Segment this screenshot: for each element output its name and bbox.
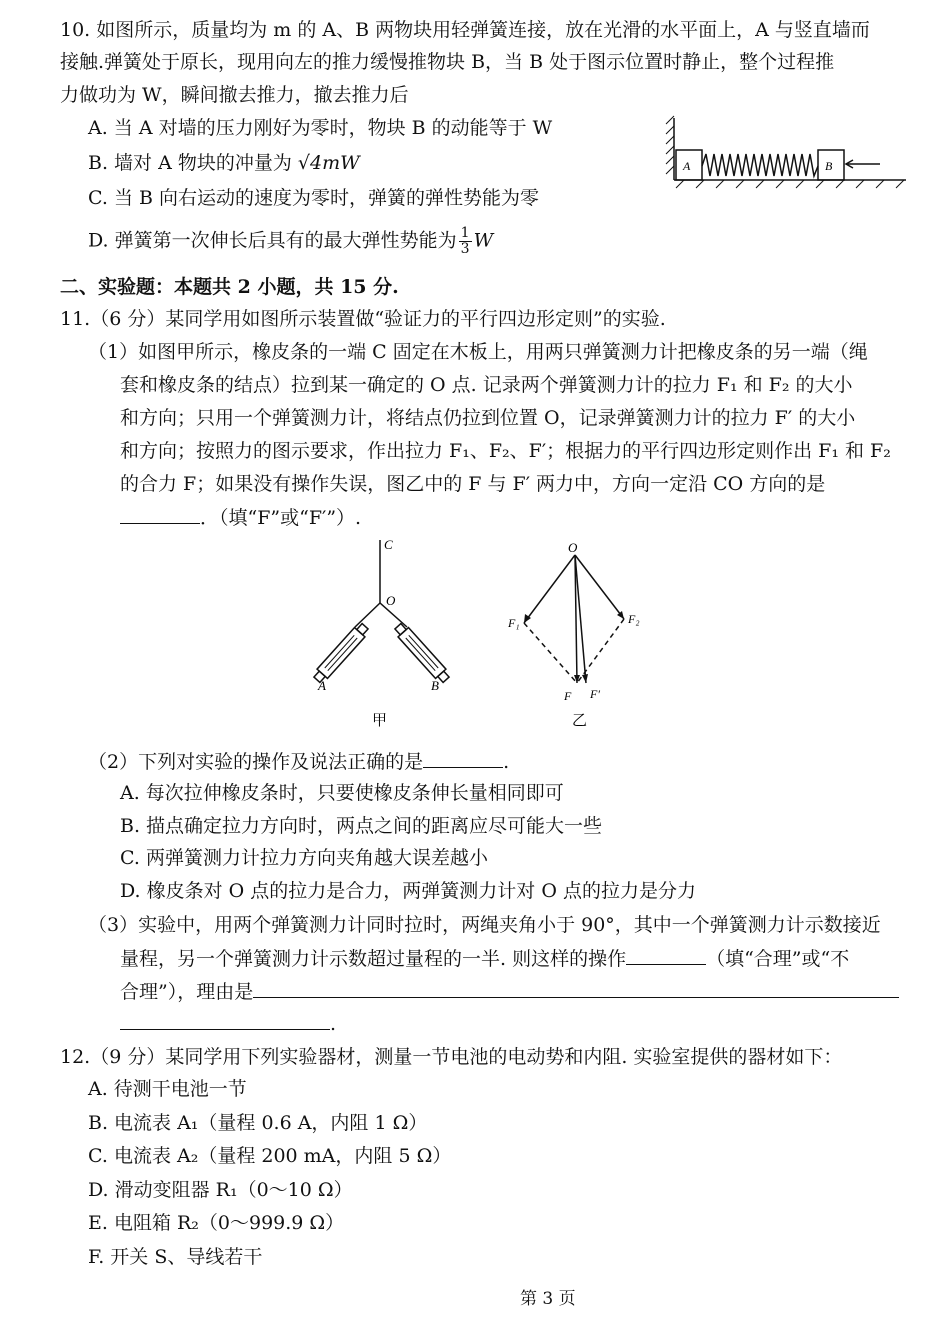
label-o2: O [568, 540, 578, 555]
q11-p2: （2）下列对实验的操作及说法正确的是 . [88, 751, 510, 773]
q11-p2-option-c: C. 两弹簧测力计拉力方向夹角越大误差越小 [120, 847, 488, 869]
vector-f2 [575, 555, 624, 619]
answer-blank-2[interactable] [423, 749, 503, 768]
q11-p2-option-b: B. 描点确定拉力方向时，两点之间的距离应尽可能大一些 [120, 815, 603, 837]
q10-option-d: D. 弹簧第一次伸长后具有的最大弹性势能为 $\frac{1}{3}$ W [88, 225, 494, 257]
label-a: A [318, 678, 326, 693]
wall-hatch [666, 116, 674, 174]
spring-scale-left [312, 622, 371, 685]
q12-item-c: C. 电流表 A₂（量程 200 mA，内阻 5 Ω） [88, 1145, 452, 1167]
label-f: F [564, 689, 572, 703]
q11-p1-line6: ．（填“F”或“F′”）. [120, 505, 361, 530]
spring [702, 154, 818, 176]
label-c: C [384, 537, 393, 552]
figure-jia [310, 535, 460, 735]
q11-stem: 11.（6 分）某同学用如图所示装置做“验证力的平行四边形定则”的实验. [60, 308, 666, 330]
spring-scale-right [393, 622, 452, 685]
q12-item-a: A. 待测干电池一节 [88, 1078, 247, 1100]
label-f-prime: F′ [590, 687, 600, 701]
q11-p3-line3: 合理”），理由是 [120, 979, 899, 1004]
q11-p1-line1: （1）如图甲所示，橡皮条的一端 C 固定在木板上，用两只弹簧测力计把橡皮条的另一端（绳 [88, 341, 868, 363]
q12-item-e: E. 电阻箱 R₂（0～999.9 Ω） [88, 1212, 345, 1234]
q11-p3-line1: （3）实验中，用两个弹簧测力计同时拉时，两绳夹角小于 90°，其中一个弹簧测力计示数接近 [88, 914, 881, 936]
q11-p3-line2: 量程，另一个弹簧测力计示数超过量程的一半. 则这样的操作 （填“合理”或“不 [120, 948, 850, 970]
answer-blank-1[interactable] [120, 505, 200, 524]
q10-option-a: A. 当 A 对墙的压力刚好为零时，物块 B 的动能等于 W [88, 117, 553, 139]
figure-yi [500, 535, 670, 735]
floor-hatch [676, 180, 904, 188]
label-b: B [431, 678, 439, 693]
vector-f1 [524, 555, 575, 623]
answer-blank-3[interactable] [626, 946, 706, 965]
answer-blank-5[interactable] [120, 1011, 330, 1030]
q12-stem: 12.（9 分）某同学用下列实验器材，测量一节电池的电动势和内阻. 实验室提供的器材如下： [60, 1046, 843, 1068]
q11-p2-option-d: D. 橡皮条对 O 点的拉力是合力，两弹簧测力计对 O 点的拉力是分力 [120, 880, 696, 902]
q11-p3-line4: . [120, 1011, 336, 1036]
q11-p2-option-a: A. 每次拉伸橡皮条时，只要使橡皮条伸长量相同即可 [120, 782, 564, 804]
dashed-side-2 [577, 619, 624, 683]
label-o: O [386, 593, 396, 608]
q10-option-b: B. 墙对 A 物块的冲量为 √4mW [88, 152, 360, 174]
q10-line3: 力做功为 W，瞬间撤去推力，撤去推力后 [60, 84, 409, 106]
page-number: 第 3 页 [520, 1289, 576, 1309]
q11-p1-line3: 和方向；只用一个弹簧测力计，将结点仍拉到位置 O，记录弹簧测力计的拉力 F′ 的大小 [120, 407, 856, 429]
q10-option-c: C. 当 B 向右运动的速度为零时，弹簧的弹性势能为零 [88, 187, 539, 209]
caption-jia: 甲 [372, 713, 388, 729]
q10-spring-figure [660, 110, 910, 190]
q11-p1-line5: 的合力 F；如果没有操作失误，图乙中的 F 与 F′ 两力中，方向一定沿 CO 方向的是 [120, 473, 826, 495]
q10-line2: 接触.弹簧处于原长，现用向左的推力缓慢推物块 B，当 B 处于图示位置时静止，整个过程推 [60, 51, 835, 73]
section-heading: 二、实验题：本题共 2 小题，共 15 分. [60, 276, 399, 298]
block-b-label: B [825, 159, 833, 173]
q12-item-b: B. 电流表 A₁（量程 0.6 A，内阻 1 Ω） [88, 1112, 428, 1134]
q12-item-f: F. 开关 S、导线若干 [88, 1246, 263, 1268]
answer-blank-4[interactable] [253, 979, 899, 998]
rope-left [355, 603, 380, 627]
block-a-label: A [683, 159, 691, 173]
q11-p1-line2: 套和橡皮条的结点）拉到某一确定的 O 点. 记录两个弹簧测力计的拉力 F₁ 和 F₂ 的大小 [120, 374, 853, 396]
label-f1: F₁ [508, 616, 520, 630]
q11-p1-line4: 和方向；按照力的图示要求，作出拉力 F₁、F₂、F′；根据力的平行四边形定则作出 F₁ 和 F₂ [120, 440, 891, 462]
label-f2: F₂ [628, 612, 640, 626]
caption-yi: 乙 [572, 713, 588, 729]
q10-option-b-radical: √4mW [297, 152, 360, 174]
q12-item-d: D. 滑动变阻器 R₁（0～10 Ω） [88, 1179, 353, 1201]
dashed-side-1 [524, 623, 577, 683]
q10-line1: 10. 如图所示，质量均为 m 的 A、B 两物块用轻弹簧连接，放在光滑的水平面上，A 与竖直墙而 [60, 19, 870, 41]
q10-fraction: $\frac{1}{3}$ [460, 225, 470, 257]
arrowhead-f-prime [582, 674, 588, 683]
